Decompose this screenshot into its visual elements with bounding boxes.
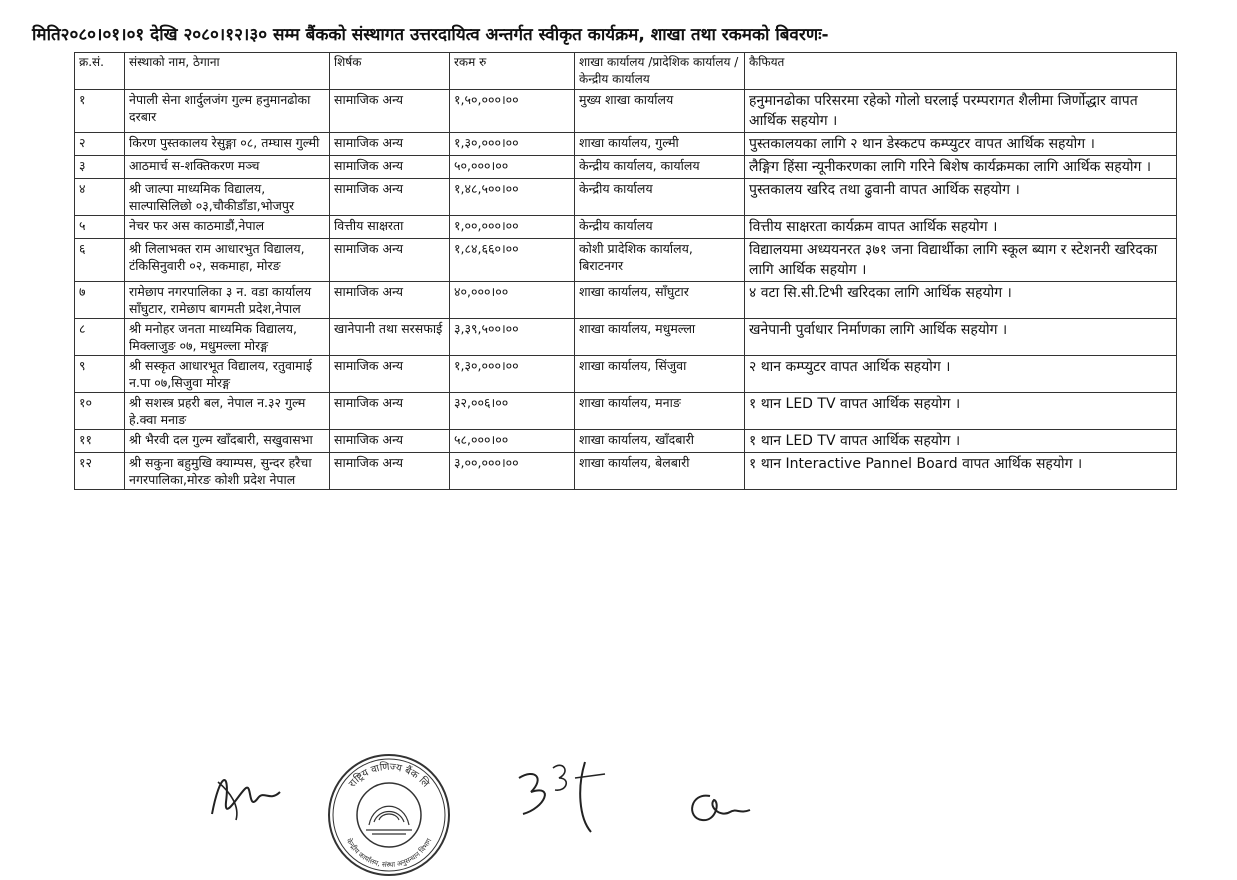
cell-remarks: पुस्तकालयका लागि २ थान डेस्कटप कम्प्युटर वापत आर्थिक सहयोग । bbox=[745, 133, 1177, 156]
cell-sn: ४ bbox=[75, 179, 125, 216]
cell-sn: ९ bbox=[75, 356, 125, 393]
cell-remarks: १ थान LED TV वापत आर्थिक सहयोग । bbox=[745, 393, 1177, 430]
cell-head: सामाजिक अन्य bbox=[330, 453, 450, 490]
seal-bottom-text: केन्द्रीय कार्यालय, संस्था अनुसन्धान विभाग bbox=[344, 837, 434, 870]
cell-sn: ११ bbox=[75, 430, 125, 453]
cell-amount: ५८,०००।०० bbox=[450, 430, 575, 453]
cell-sn: ५ bbox=[75, 216, 125, 239]
signature-area bbox=[0, 740, 1237, 870]
table-row bbox=[75, 393, 1177, 430]
cell-amount: ५०,०००।०० bbox=[450, 156, 575, 179]
cell-office: केन्द्रीय कार्यालय bbox=[575, 179, 745, 216]
table-row bbox=[75, 430, 1177, 453]
cell-sn: ७ bbox=[75, 282, 125, 319]
svg-text:राष्ट्रिय वाणिज्य बैंक लि bbox=[347, 761, 432, 790]
table-row bbox=[75, 453, 1177, 490]
cell-sn: ३ bbox=[75, 156, 125, 179]
cell-sn: १ bbox=[75, 90, 125, 133]
cell-amount: १,५०,०००।०० bbox=[450, 90, 575, 133]
table-row bbox=[75, 90, 1177, 133]
cell-org: आठमार्च स-शक्तिकरण मञ्च bbox=[125, 156, 330, 179]
cell-remarks: ४ वटा सि.सी.टिभी खरिदका लागि आर्थिक सहयोग । bbox=[745, 282, 1177, 319]
header-sn: क्र.सं. bbox=[75, 53, 125, 90]
signature-1 bbox=[200, 762, 290, 832]
cell-office: शाखा कार्यालय, गुल्मी bbox=[575, 133, 745, 156]
cell-head: सामाजिक अन्य bbox=[330, 239, 450, 282]
cell-office: शाखा कार्यालय, बेलबारी bbox=[575, 453, 745, 490]
cell-head: सामाजिक अन्य bbox=[330, 90, 450, 133]
header-org: संस्थाको नाम, ठेगाना bbox=[125, 53, 330, 90]
cell-amount: १,३०,०००।०० bbox=[450, 356, 575, 393]
cell-amount: ३२,००६।०० bbox=[450, 393, 575, 430]
cell-org: नेचर फर अस काठमाडौं,नेपाल bbox=[125, 216, 330, 239]
cell-remarks: २ थान कम्प्युटर वापत आर्थिक सहयोग । bbox=[745, 356, 1177, 393]
header-office: शाखा कार्यालय /प्रादेशिक कार्यालय / केन्द्रीय कार्यालय bbox=[575, 53, 745, 90]
cell-office: शाखा कार्यालय, साँघुटार bbox=[575, 282, 745, 319]
cell-head: वित्तीय साक्षरता bbox=[330, 216, 450, 239]
cell-amount: १,८४,६६०।०० bbox=[450, 239, 575, 282]
cell-org: श्री लिलाभक्त राम आधारभुत विद्यालय, टंकिसिनुवारी ०२, सकमाहा, मोरङ bbox=[125, 239, 330, 282]
cell-remarks: खनेपानी पुर्वाधार निर्माणका लागि आर्थिक सहयोग । bbox=[745, 319, 1177, 356]
cell-sn: २ bbox=[75, 133, 125, 156]
table-row bbox=[75, 356, 1177, 393]
cell-head: सामाजिक अन्य bbox=[330, 282, 450, 319]
cell-office: शाखा कार्यालय, मनाङ bbox=[575, 393, 745, 430]
cell-office: शाखा कार्यालय, सिंजुवा bbox=[575, 356, 745, 393]
seal-top-text: राष्ट्रिय वाणिज्य बैंक लि bbox=[347, 761, 431, 790]
cell-head: सामाजिक अन्य bbox=[330, 430, 450, 453]
cell-org: श्री जाल्पा माध्यमिक विद्यालय, साल्पासिलिछो ०३,चौकीडाँडा,भोजपुर bbox=[125, 179, 330, 216]
cell-remarks: हनुमानढोका परिसरमा रहेको गोलो घरलाई परम्परागत शैलीमा जिर्णोद्धार वापत आर्थिक सहयोग । bbox=[745, 90, 1177, 133]
cell-head: सामाजिक अन्य bbox=[330, 156, 450, 179]
cell-office: शाखा कार्यालय, मधुमल्ला bbox=[575, 319, 745, 356]
cell-remarks: १ थान Interactive Pannel Board वापत आर्थिक सहयोग । bbox=[745, 453, 1177, 490]
cell-office: शाखा कार्यालय, खाँदबारी bbox=[575, 430, 745, 453]
cell-org: श्री सशस्त्र प्रहरी बल, नेपाल न.३२ गुल्म हे.क्वा मनाङ bbox=[125, 393, 330, 430]
cell-amount: ४०,०००।०० bbox=[450, 282, 575, 319]
cell-head: सामाजिक अन्य bbox=[330, 356, 450, 393]
table-row bbox=[75, 282, 1177, 319]
table-row bbox=[75, 133, 1177, 156]
table-row bbox=[75, 239, 1177, 282]
cell-amount: १,००,०००।०० bbox=[450, 216, 575, 239]
cell-head: खानेपानी तथा सरसफाई bbox=[330, 319, 450, 356]
table-row bbox=[75, 319, 1177, 356]
cell-office: केन्द्रीय कार्यालय bbox=[575, 216, 745, 239]
cell-org: श्री भैरवी दल गुल्म खाँदबारी, सखुवासभा bbox=[125, 430, 330, 453]
cell-remarks: पुस्तकालय खरिद तथा ढुवानी वापत आर्थिक सहयोग । bbox=[745, 179, 1177, 216]
cell-amount: १,४८,५००।०० bbox=[450, 179, 575, 216]
cell-head: सामाजिक अन्य bbox=[330, 133, 450, 156]
cell-office: मुख्य शाखा कार्यालय bbox=[575, 90, 745, 133]
signature-3 bbox=[680, 782, 760, 832]
cell-org: नेपाली सेना शार्दुलजंग गुल्म हनुमानढोका दरबार bbox=[125, 90, 330, 133]
cell-org: श्री सकुना बहुमुखि क्याम्पस, सुन्दर हरैचा नगरपालिका,मोरङ कोशी प्रदेश नेपाल bbox=[125, 453, 330, 490]
table-row bbox=[75, 179, 1177, 216]
cell-office: केन्द्रीय कार्यालय, कार्यालय bbox=[575, 156, 745, 179]
cell-org: किरण पुस्तकालय रेसुङ्गा ०८, तम्घास गुल्मी bbox=[125, 133, 330, 156]
signature-2 bbox=[505, 748, 615, 838]
cell-remarks: वित्तीय साक्षरता कार्यक्रम वापत आर्थिक सहयोग । bbox=[745, 216, 1177, 239]
cell-amount: ३,३९,५००।०० bbox=[450, 319, 575, 356]
cell-remarks: लैङ्गिग हिंसा न्यूनीकरणका लागि गरिने बिशेष कार्यक्रमका लागि आर्थिक सहयोग । bbox=[745, 156, 1177, 179]
cell-remarks: १ थान LED TV वापत आर्थिक सहयोग । bbox=[745, 430, 1177, 453]
table-row bbox=[75, 156, 1177, 179]
table-row bbox=[75, 216, 1177, 239]
svg-text:केन्द्रीय कार्यालय, संस्था अनु bbox=[345, 836, 434, 869]
cell-sn: ८ bbox=[75, 319, 125, 356]
cell-sn: १२ bbox=[75, 453, 125, 490]
page-title: मिति२०८०।०१।०१ देखि २०८०।१२।३० सम्म बैंकको संस्थागत उत्तरदायित्व अन्तर्गत स्वीकृत कार्यक्रम, शाखा तथा रकमको बिवरणः- bbox=[32, 25, 829, 45]
cell-sn: १० bbox=[75, 393, 125, 430]
header-amount: रकम रु bbox=[450, 53, 575, 90]
cell-office: कोशी प्रादेशिक कार्यालय, बिराटनगर bbox=[575, 239, 745, 282]
cell-sn: ६ bbox=[75, 239, 125, 282]
cell-head: सामाजिक अन्य bbox=[330, 179, 450, 216]
cell-amount: ३,००,०००।०० bbox=[450, 453, 575, 490]
cell-head: सामाजिक अन्य bbox=[330, 393, 450, 430]
cell-org: श्री सस्कृत आधारभूत विद्यालय, रतुवामाई न.पा ०७,सिजुवा मोरङ्ग bbox=[125, 356, 330, 393]
header-remarks: कैफियत bbox=[745, 53, 1177, 90]
cell-org: श्री मनोहर जनता माध्यमिक विद्यालय, मिक्लाजुङ ०७, मधुमल्ला मोरङ्ग bbox=[125, 319, 330, 356]
cell-amount: १,३०,०००।०० bbox=[450, 133, 575, 156]
cell-remarks: विद्यालयमा अध्ययनरत ३७१ जना विद्यार्थीका लागि स्कूल ब्याग र स्टेशनरी खरिदका लागि आर्थिक सहयोग । bbox=[745, 239, 1177, 282]
csr-table bbox=[74, 52, 1177, 490]
cell-org: रामेछाप नगरपालिका ३ न. वडा कार्यालय साँघुटार, रामेछाप बागमती प्रदेश,नेपाल bbox=[125, 282, 330, 319]
table-header-row bbox=[75, 53, 1177, 90]
bank-seal bbox=[324, 750, 454, 880]
header-head: शिर्षक bbox=[330, 53, 450, 90]
